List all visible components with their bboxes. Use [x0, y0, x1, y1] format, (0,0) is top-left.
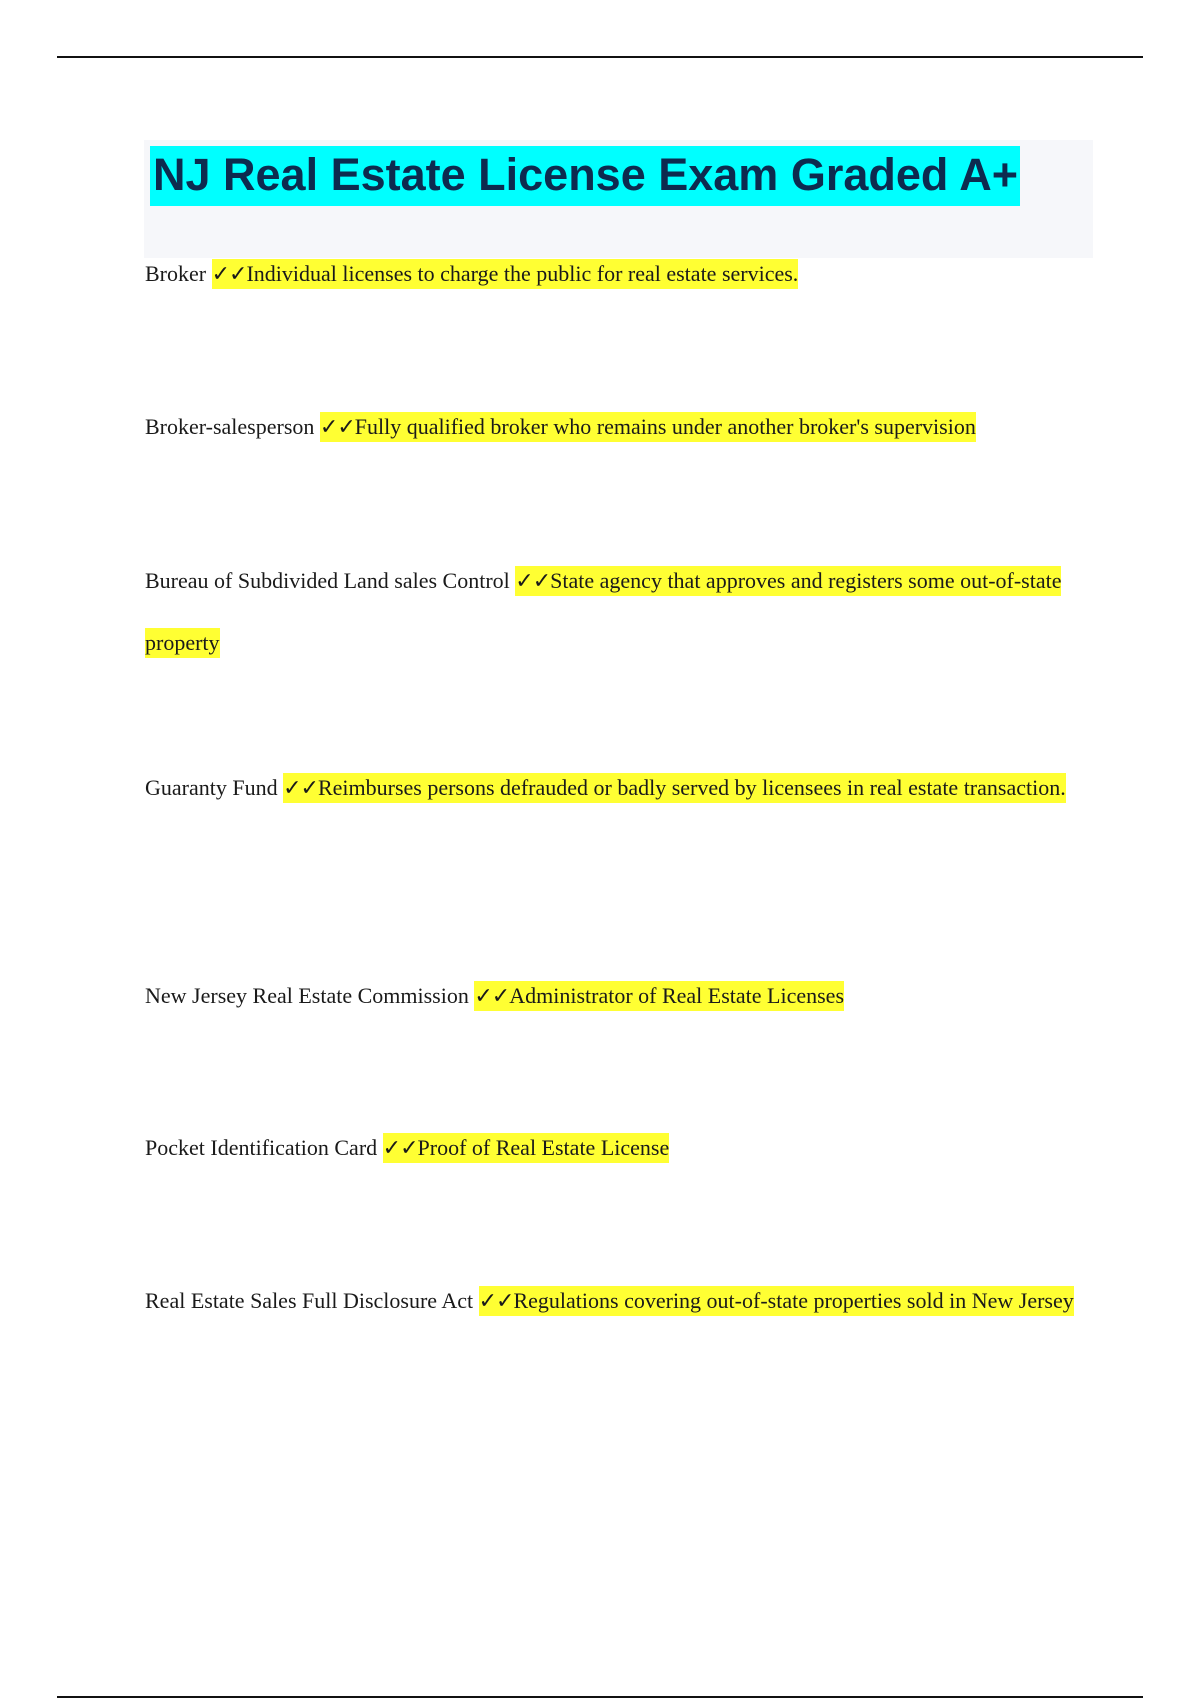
entry-definition — [212, 259, 799, 289]
entry-definition — [320, 412, 976, 442]
entry-term: Broker — [145, 261, 207, 286]
entry-pocket-identification-card — [145, 1117, 1085, 1179]
entry-definition-text: Regulations covering out-of-state properties sold in New Jersey — [513, 1288, 1074, 1313]
entry-term: Pocket Identification Card — [145, 1135, 378, 1160]
entry-broker — [145, 243, 1085, 305]
entry-guaranty-fund — [145, 757, 1085, 819]
entry-definition — [383, 1133, 670, 1163]
check-mark-icon: ✓✓ — [478, 1289, 514, 1314]
check-mark-icon: ✓✓ — [211, 262, 247, 287]
header-rule — [57, 56, 1143, 58]
entry-term: Broker-salesperson — [145, 414, 315, 439]
check-mark-icon: ✓✓ — [515, 569, 551, 594]
entry-definition — [479, 1286, 1074, 1316]
entry-term: New Jersey Real Estate Commission — [145, 983, 469, 1008]
footer-rule — [57, 1696, 1143, 1698]
entry-definition-text: Proof of Real Estate License — [417, 1135, 670, 1160]
check-mark-icon: ✓✓ — [474, 984, 510, 1009]
entry-definition-text: Reimburses persons defrauded or badly served by licensees in real estate transaction. — [317, 775, 1066, 800]
entry-term: Bureau of Subdivided Land sales Control — [145, 568, 510, 593]
entry-nj-real-estate-commission — [145, 965, 1085, 1027]
check-mark-icon: ✓✓ — [382, 1136, 418, 1161]
entry-definition-text: Fully qualified broker who remains under another broker's supervision — [354, 414, 976, 439]
entry-definition-text: Administrator of Real Estate Licenses — [509, 983, 845, 1008]
entry-term: Guaranty Fund — [145, 775, 278, 800]
entry-definition-text: Individual licenses to charge the public for real estate services. — [246, 261, 799, 286]
entry-definition-text: State agency that approves and registers some out-of-state property — [145, 568, 1062, 655]
entry-term: Real Estate Sales Full Disclosure Act — [145, 1288, 474, 1313]
entry-definition — [283, 773, 1066, 803]
entry-bureau-subdivided-land — [145, 550, 1085, 673]
entry-full-disclosure-act — [145, 1270, 1085, 1332]
entry-definition — [474, 981, 844, 1011]
check-mark-icon: ✓✓ — [283, 776, 318, 801]
document-title: NJ Real Estate License Exam Graded A+ — [150, 146, 1020, 206]
entry-broker-salesperson — [145, 396, 1085, 458]
check-mark-icon: ✓✓ — [319, 415, 355, 440]
